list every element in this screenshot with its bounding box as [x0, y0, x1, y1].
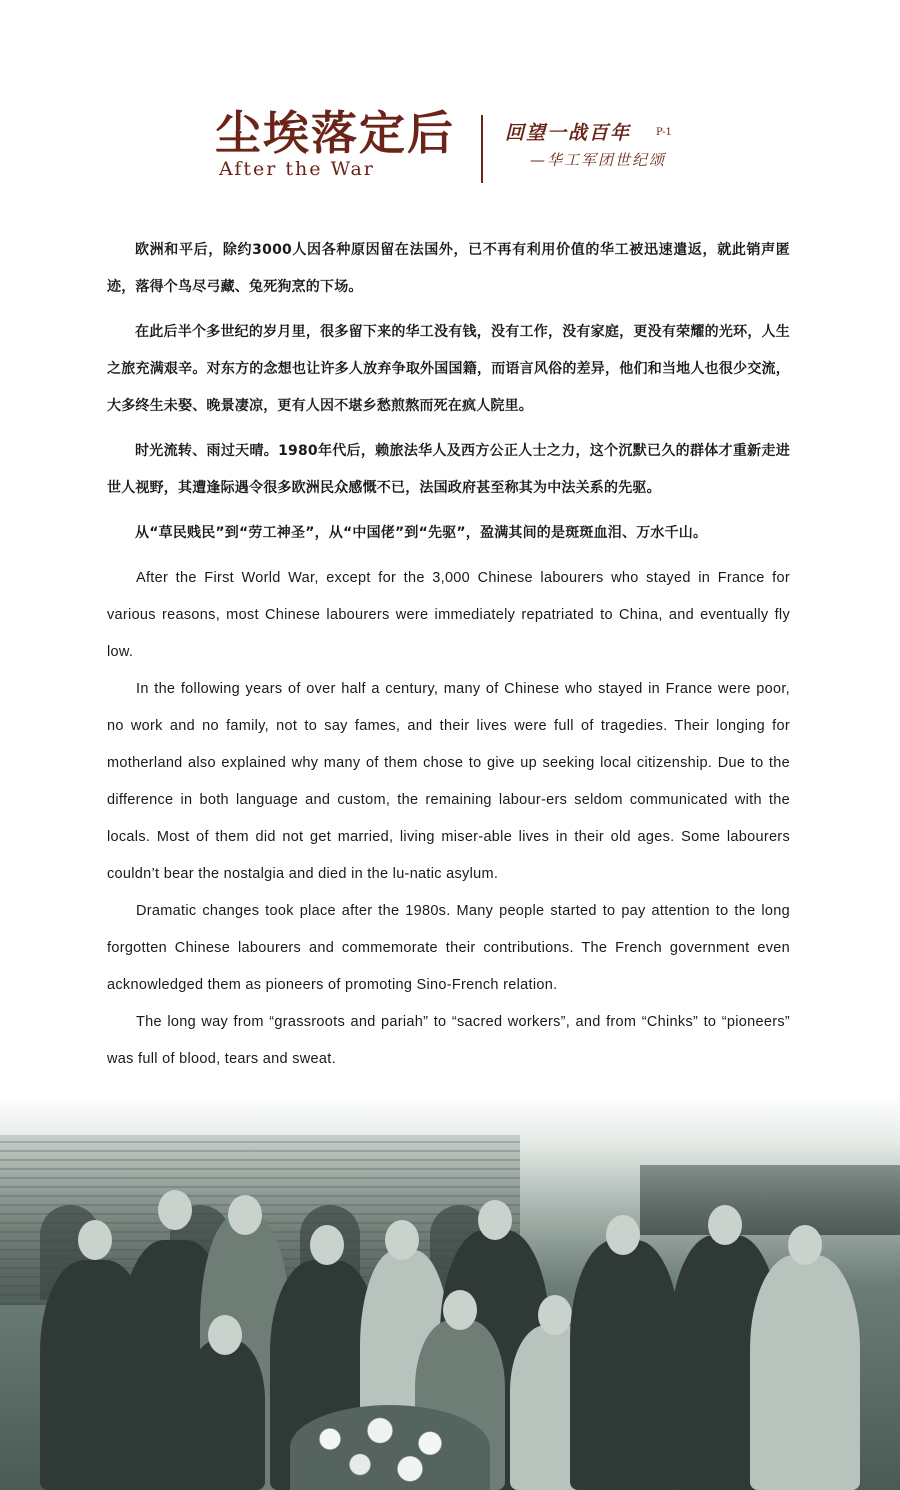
page-number: P-1 [656, 127, 672, 138]
photo-person [750, 1255, 860, 1490]
photo-face [788, 1225, 822, 1265]
photo-face [208, 1315, 242, 1355]
article-body [107, 232, 790, 1086]
paragraph-cn-2: 在此后半个多世纪的岁月里，很多留下来的华工没有钱，没有工作，没有家庭，更没有荣耀的光环，人生之旅充满艰辛。对东方的念想也让许多人放弃争取外国国籍，而语言风俗的差异，他们和当地人也很少交流，大多终生未娶、晚景凄凉，更有人因不堪乡愁煎熬而死在疯人院里。 [107, 324, 790, 414]
series-subtitle: —华工军团世纪颂 [530, 151, 667, 169]
photo-face [385, 1220, 419, 1260]
paragraph-cn-3: 时光流转、雨过天晴。1980年代后，赖旅法华人及西方公正人士之力，这个沉默已久的群体才重新走进世人视野，其遭逢际遇令很多欧洲民众感慨不已，法国政府甚至称其为中法关系的先驱。 [107, 443, 790, 496]
photo-person [570, 1240, 680, 1490]
series-title: 回望一战百年 [505, 122, 632, 144]
paragraph-en-3: Dramatic changes took place after the 1980s. Many people started to pay attention to the long forgotten Chinese labourers and commemorate their contributions. The French government even acknowledged them as pioneers of promoting Sino-French relation. [107, 903, 790, 993]
photo-face [538, 1295, 572, 1335]
photo-face [228, 1195, 262, 1235]
photo-child [185, 1340, 265, 1490]
photo-face [708, 1205, 742, 1245]
photo-face [78, 1220, 112, 1260]
photo-face [310, 1225, 344, 1265]
title-divider [481, 115, 483, 183]
photo-face [606, 1215, 640, 1255]
photo-face [158, 1190, 192, 1230]
paragraph-cn-1: 欧洲和平后，除约3000人因各种原因留在法国外，已不再有利用价值的华工被迅速遣返，就此销声匿迹，落得个鸟尽弓藏、兔死狗烹的下场。 [107, 242, 790, 295]
paragraph-en-1: After the First World War, except for the 3,000 Chinese labourers who stayed in France for various reasons, most Chinese labourers were immediately repatriated to China, and eventually fly low. [107, 570, 790, 660]
historical-group-photo [0, 1095, 900, 1490]
page-title: 尘埃落定后 [215, 106, 455, 160]
photo-roof [640, 1165, 900, 1235]
photo-flower-bouquet [290, 1405, 490, 1490]
paragraph-en-2: In the following years of over half a century, many of Chinese who stayed in France were poor, no work and no family, not to say fames, and their lives were full of tragedies. Their longing for motherland also explained why many of them chose to give up seeking local citizenship. Due to the difference in both language and custom, the remaining labour-ers seldom communicated with the locals. Most of them did not get married, living miser-able lives in their old ages. Some labourers couldn’t bear the nostalgia and died in the lu-natic asylum. [107, 681, 790, 882]
photo-face [478, 1200, 512, 1240]
photo-face [443, 1290, 477, 1330]
paragraph-en-4: The long way from “grassroots and pariah” to “sacred workers”, and from “Chinks” to “pioneers” was full of blood, tears and sweat. [107, 1014, 790, 1067]
header [0, 0, 900, 200]
paragraph-cn-4: 从“草民贱民”到“劳工神圣”，从“中国佬”到“先驱”，盈满其间的是斑斑血泪、万水千山。 [135, 525, 708, 541]
page-title-english: After the War [219, 158, 375, 180]
